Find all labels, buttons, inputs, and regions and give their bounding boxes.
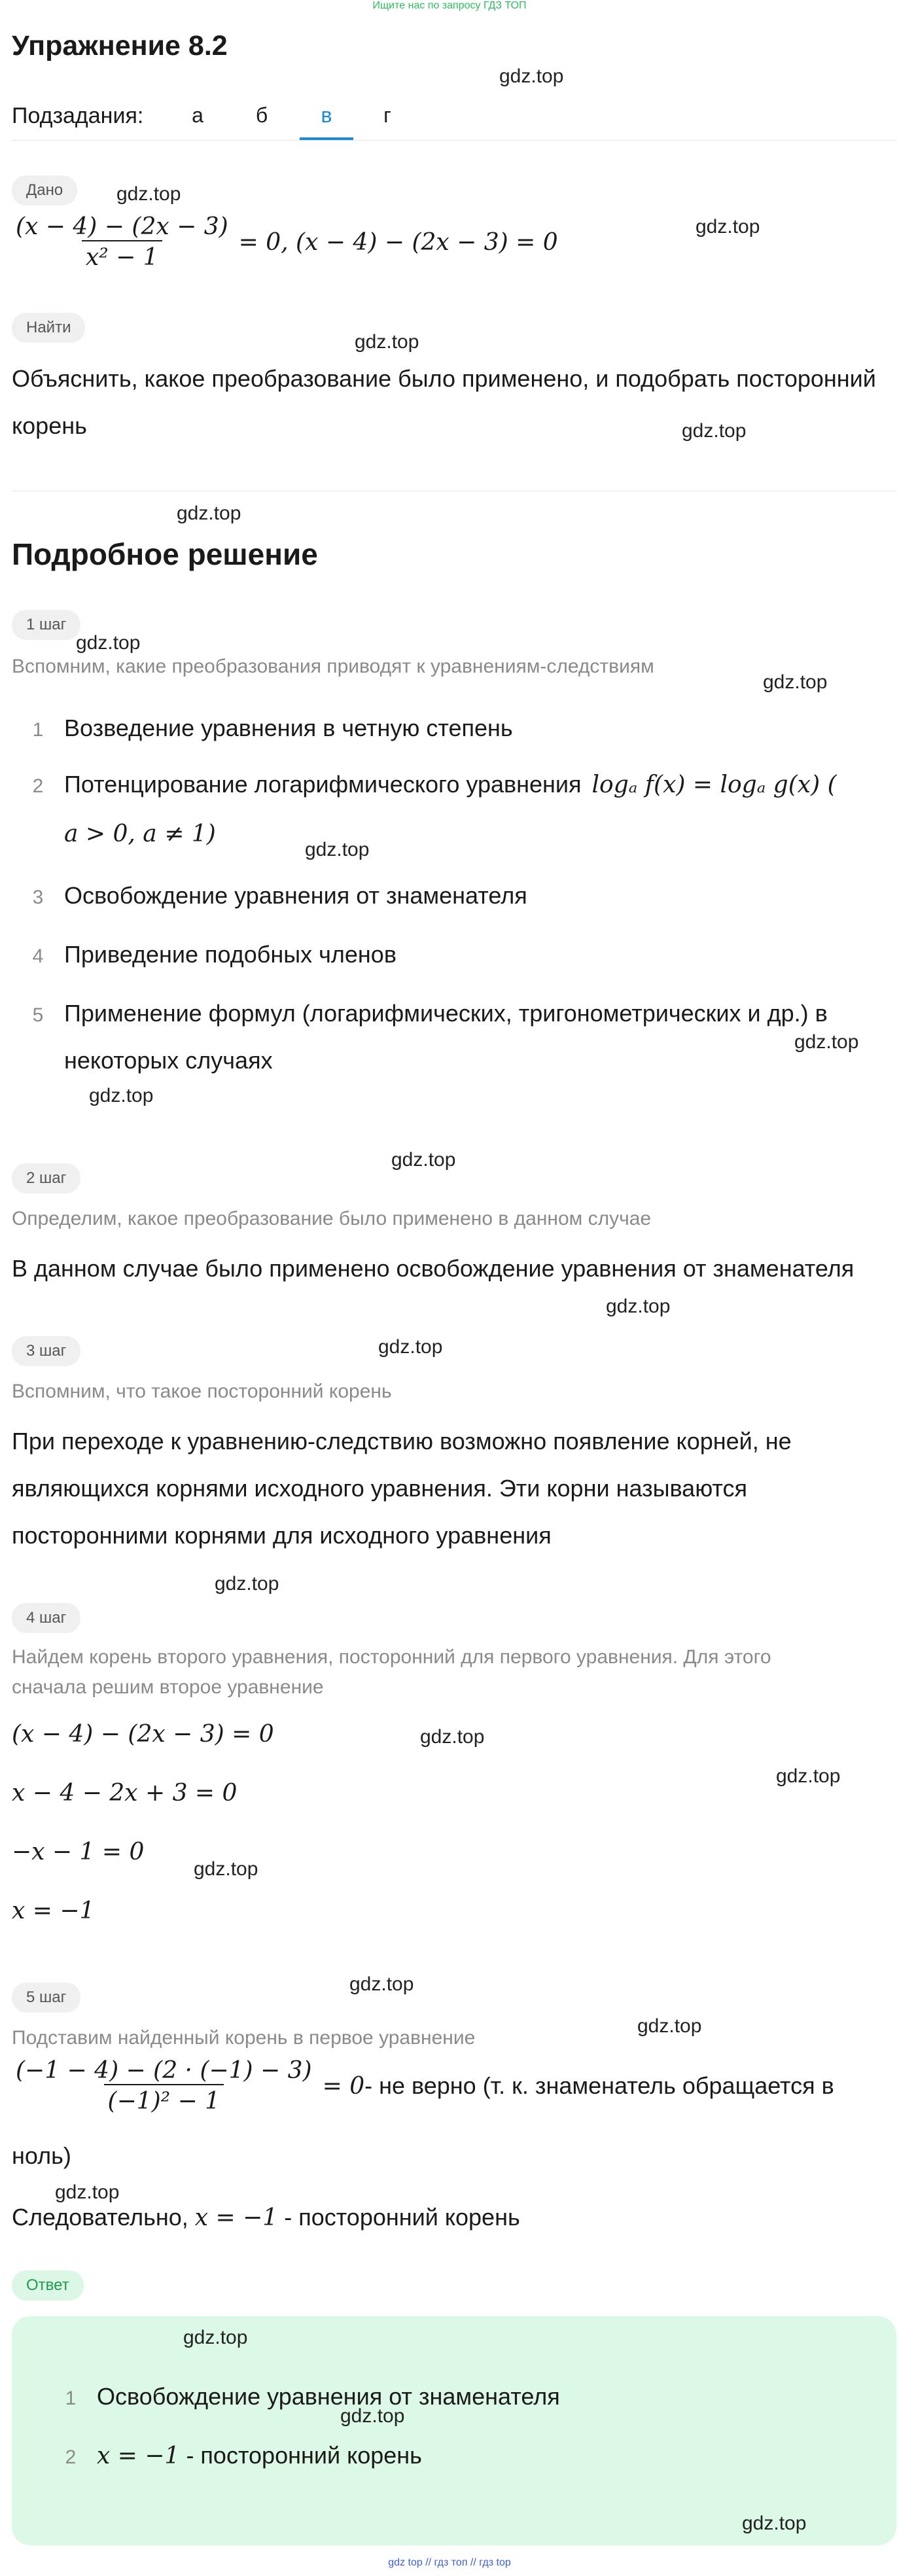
step3-line-3: посторонними корнями для исходного уравнения <box>12 1522 552 1549</box>
given-numerator: (x − 4) − (2x − 3) <box>16 213 228 240</box>
step1-badge: 1 шаг <box>12 610 80 640</box>
step5-conclusion <box>12 2198 520 2237</box>
watermark: gdz.top <box>794 1031 859 1053</box>
step3-line-2: являющихся корнями исходного уравнения. Эти корни называются <box>12 1475 747 1502</box>
watermark: gdz.top <box>637 2015 702 2037</box>
step4-badge: 4 шаг <box>12 1603 80 1633</box>
step2-hint: Определим, какое преобразование было применено в данном случае <box>12 1208 652 1229</box>
watermark: gdz.top <box>177 503 241 524</box>
watermark: gdz.top <box>742 2513 807 2534</box>
watermark: gdz.top <box>76 632 141 654</box>
answer-box <box>12 2316 896 2545</box>
step5-verdict-cont: ноль) <box>12 2142 71 2169</box>
list-text: Потенцирование логарифмического уравнения <box>64 771 582 798</box>
step5-badge: 5 шаг <box>12 1983 80 2013</box>
step5-hint: Подставим найденный корень в первое уравнение <box>12 2027 476 2049</box>
list-number: 5 <box>32 1004 44 1026</box>
list-formula-cont: a > 0, a ≠ 1) <box>64 820 216 847</box>
given-rest: = 0, (x − 4) − (2x − 3) = 0 <box>238 228 558 256</box>
watermark: gdz.top <box>116 183 181 205</box>
watermark: gdz.top <box>378 1336 443 1358</box>
list-item <box>25 766 837 804</box>
step3-badge: 3 шаг <box>12 1336 80 1366</box>
step5-formula <box>12 2057 834 2115</box>
step3-hint: Вспомним, что такое посторонний корень <box>12 1381 392 1402</box>
step1-hint: Вспомним, какие преобразования приводят к уравнениям-следствиям <box>12 656 654 677</box>
given-formula <box>12 213 558 271</box>
find-line-1: Объяснить, какое преобразование было применено, и подобрать посторонний <box>12 365 876 392</box>
step4-eq-2: x − 4 − 2x + 3 = 0 <box>12 1780 238 1807</box>
list-item <box>25 936 397 974</box>
tabs-divider <box>12 140 896 141</box>
step5-denominator: (−1)² − 1 <box>104 2084 224 2115</box>
watermark: gdz.top <box>89 1085 154 1106</box>
list-item <box>25 877 527 915</box>
step4-eq-3: −x − 1 = 0 <box>12 1839 145 1865</box>
tab-b[interactable]: б <box>255 103 268 127</box>
watermark: gdz.top <box>682 420 747 442</box>
step2-badge: 2 шаг <box>12 1163 80 1193</box>
watermark: gdz.top <box>696 216 760 238</box>
watermark: gdz.top <box>340 2405 405 2427</box>
step4-eq-4: x = −1 <box>12 1897 95 1924</box>
step5-verdict: - не верно (т. к. знаменатель обращается в <box>364 2072 834 2100</box>
tab-v[interactable]: в <box>321 103 332 127</box>
step2-text: В данном случае было применено освобождение уравнения от знаменателя <box>12 1255 855 1282</box>
list-formula: logₐ f(x) = logₐ g(x) ( <box>591 771 837 798</box>
list-text: Приведение подобных членов <box>64 941 397 968</box>
watermark: gdz.top <box>499 65 564 87</box>
watermark: gdz.top <box>183 2327 248 2348</box>
given-denominator: x² − 1 <box>82 240 162 271</box>
find-badge: Найти <box>12 313 85 343</box>
list-text: Применение формул (логарифмических, тригонометрических и др.) в <box>64 1000 828 1027</box>
answer-item-2 <box>58 2437 422 2475</box>
watermark: gdz.top <box>305 839 370 860</box>
page-title: Упражнение 8.2 <box>12 30 228 62</box>
step4-eq-1: (x − 4) − (2x − 3) = 0 <box>12 1721 274 1748</box>
list-item <box>25 709 513 747</box>
list-number: 2 <box>65 2446 77 2468</box>
tab-a[interactable]: а <box>192 103 203 127</box>
watermark: gdz.top <box>606 1296 671 1317</box>
list-number: 1 <box>32 719 44 741</box>
list-item <box>25 995 828 1032</box>
footer: gdz top // гдз топ // гдз top <box>388 2557 511 2568</box>
top-banner: Ищите нас по запросу ГДЗ ТОП <box>372 0 527 11</box>
list-text: - посторонний корень <box>179 2442 422 2469</box>
watermark: gdz.top <box>391 1149 456 1171</box>
list-number: 4 <box>32 945 44 967</box>
conclusion-math: x = −1 <box>194 2204 278 2231</box>
answer-badge: Ответ <box>12 2270 84 2301</box>
step4-hint-1: Найдем корень второго уравнения, посторонний для первого уравнения. Для этого <box>12 1646 771 1668</box>
conclusion-prefix: Следовательно, <box>12 2204 195 2231</box>
subtasks-label: Подзадания: <box>12 103 144 128</box>
step5-eq-rest: = 0 <box>322 2072 365 2100</box>
step4-hint-2: сначала решим второе уравнение <box>12 1676 324 1698</box>
answer-item-1 <box>58 2378 560 2416</box>
list-text: Освобождение уравнения от знаменателя <box>97 2383 560 2410</box>
watermark: gdz.top <box>763 671 828 693</box>
watermark: gdz.top <box>194 1858 258 1880</box>
find-line-2: корень <box>12 412 87 439</box>
given-badge: Дано <box>12 175 77 205</box>
watermark: gdz.top <box>55 2181 120 2203</box>
watermark: gdz.top <box>420 1726 485 1748</box>
list-text-cont: некоторых случаях <box>64 1047 273 1074</box>
list-number: 2 <box>32 775 44 797</box>
solution-title: Подробное решение <box>12 537 318 571</box>
list-number: 3 <box>32 887 44 908</box>
answer-math: x = −1 <box>97 2443 180 2469</box>
conclusion-suffix: - посторонний корень <box>277 2204 520 2231</box>
watermark: gdz.top <box>355 331 419 353</box>
watermark: gdz.top <box>215 1573 279 1595</box>
watermark: gdz.top <box>776 1765 841 1787</box>
step5-numerator: (−1 − 4) − (2 · (−1) − 3) <box>16 2057 312 2084</box>
list-number: 1 <box>65 2388 77 2409</box>
list-text: Возведение уравнения в четную степень <box>64 715 513 741</box>
step3-line-1: При переходе к уравнению-следствию возможно появление корней, не <box>12 1428 792 1455</box>
list-text: Освобождение уравнения от знаменателя <box>64 882 527 909</box>
watermark: gdz.top <box>349 1973 414 1995</box>
tab-g[interactable]: г <box>383 103 391 127</box>
